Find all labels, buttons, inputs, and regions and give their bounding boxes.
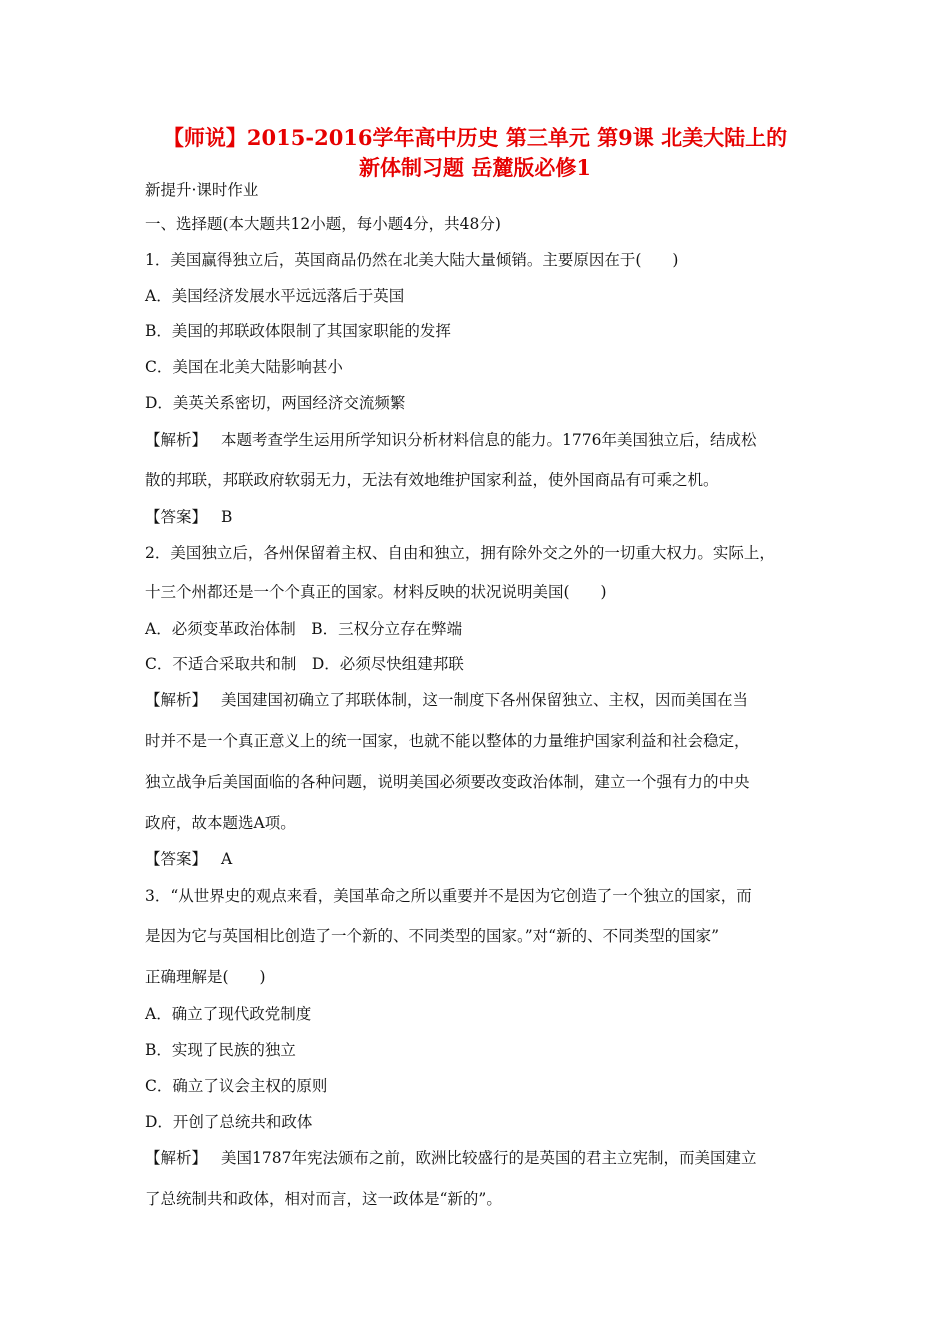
question-1-option-a: A．美国经济发展水平远远落后于英国: [145, 287, 405, 305]
question-2-analysis-line-1: [145, 690, 748, 710]
question-2-analysis-line-3: 独立战争后美国面临的各种问题，说明美国必须要改变政治体制，建立一个强有力的中央: [145, 773, 750, 791]
answer-label: 【答案】: [145, 508, 208, 526]
part-heading: 一、选择题(本大题共12小题，每小题4分，共48分): [145, 215, 501, 233]
question-1-option-b: B．美国的邦联政体限制了其国家职能的发挥: [145, 322, 451, 340]
answer-value: A: [221, 850, 233, 868]
answer-label: 【答案】: [145, 850, 208, 868]
answer-value: B: [221, 508, 233, 526]
question-2-analysis-line-4: 政府，故本题选A项。: [145, 814, 296, 832]
analysis-label: 【解析】: [145, 431, 208, 449]
question-3-analysis-line-2: 了总统制共和政体，相对而言，这一政体是“新的”。: [145, 1190, 502, 1208]
question-1-option-d: D．美英关系密切，两国经济交流频繁: [145, 394, 406, 412]
analysis-text: 美国建国初确立了邦联体制，这一制度下各州保留独立、主权，因而美国在当: [221, 691, 749, 709]
question-1-analysis-line-2: 散的邦联，邦联政府软弱无力，无法有效地维护国家利益，使外国商品有可乘之机。: [145, 471, 719, 489]
analysis-label: 【解析】: [145, 1149, 208, 1167]
question-3-option-a: A．确立了现代政党制度: [145, 1005, 312, 1023]
document-title-line-2: 新体制习题 岳麓版必修1: [359, 155, 591, 180]
question-2-analysis-line-2: 时并不是一个真正意义上的统一国家，也就不能以整体的力量维护国家利益和社会稳定，: [145, 732, 750, 750]
question-3-option-d: D．开创了总统共和政体: [145, 1113, 313, 1131]
analysis-text: 本题考查学生运用所学知识分析材料信息的能力。1776年美国独立后，结成松: [221, 431, 757, 449]
question-2-options-cd: C．不适合采取共和制 D．必须尽快组建邦联: [145, 655, 464, 673]
question-3-stem-line-1: 3．“从世界史的观点来看，美国革命之所以重要并不是因为它创造了一个独立的国家，而: [145, 887, 752, 905]
question-2-stem-line-1: 2．美国独立后，各州保留着主权、自由和独立，拥有除外交之外的一切重大权力。实际上，: [145, 544, 775, 562]
analysis-label: 【解析】: [145, 691, 208, 709]
question-2-options-ab: A．必须变革政治体制 B．三权分立存在弊端: [145, 620, 463, 638]
question-1-option-c: C．美国在北美大陆影响甚小: [145, 358, 343, 376]
question-2-stem-line-2: 十三个州都还是一个个真正的国家。材料反映的状况说明美国( ): [145, 583, 607, 601]
question-3-stem-line-3: 正确理解是( ): [145, 968, 266, 986]
question-1-answer: [145, 507, 232, 527]
question-1-analysis-line-1: [145, 430, 756, 450]
question-3-option-c: C．确立了议会主权的原则: [145, 1077, 328, 1095]
analysis-text: 美国1787年宪法颁布之前，欧洲比较盛行的是英国的君主立宪制，而美国建立: [221, 1149, 757, 1167]
question-2-answer: [145, 849, 232, 869]
question-3-analysis-line-1: [145, 1148, 756, 1168]
question-3-stem-line-2: 是因为它与英国相比创造了一个新的、不同类型的国家。”对“新的、不同类型的国家”: [145, 927, 720, 945]
section-header: 新提升·课时作业: [145, 181, 259, 199]
document-title-line-1: 【师说】2015-2016学年高中历史 第三单元 第9课 北美大陆上的: [162, 125, 788, 150]
question-3-option-b: B．实现了民族的独立: [145, 1041, 296, 1059]
question-1-stem: 1．美国赢得独立后，英国商品仍然在北美大陆大量倾销。主要原因在于( ): [145, 251, 679, 269]
